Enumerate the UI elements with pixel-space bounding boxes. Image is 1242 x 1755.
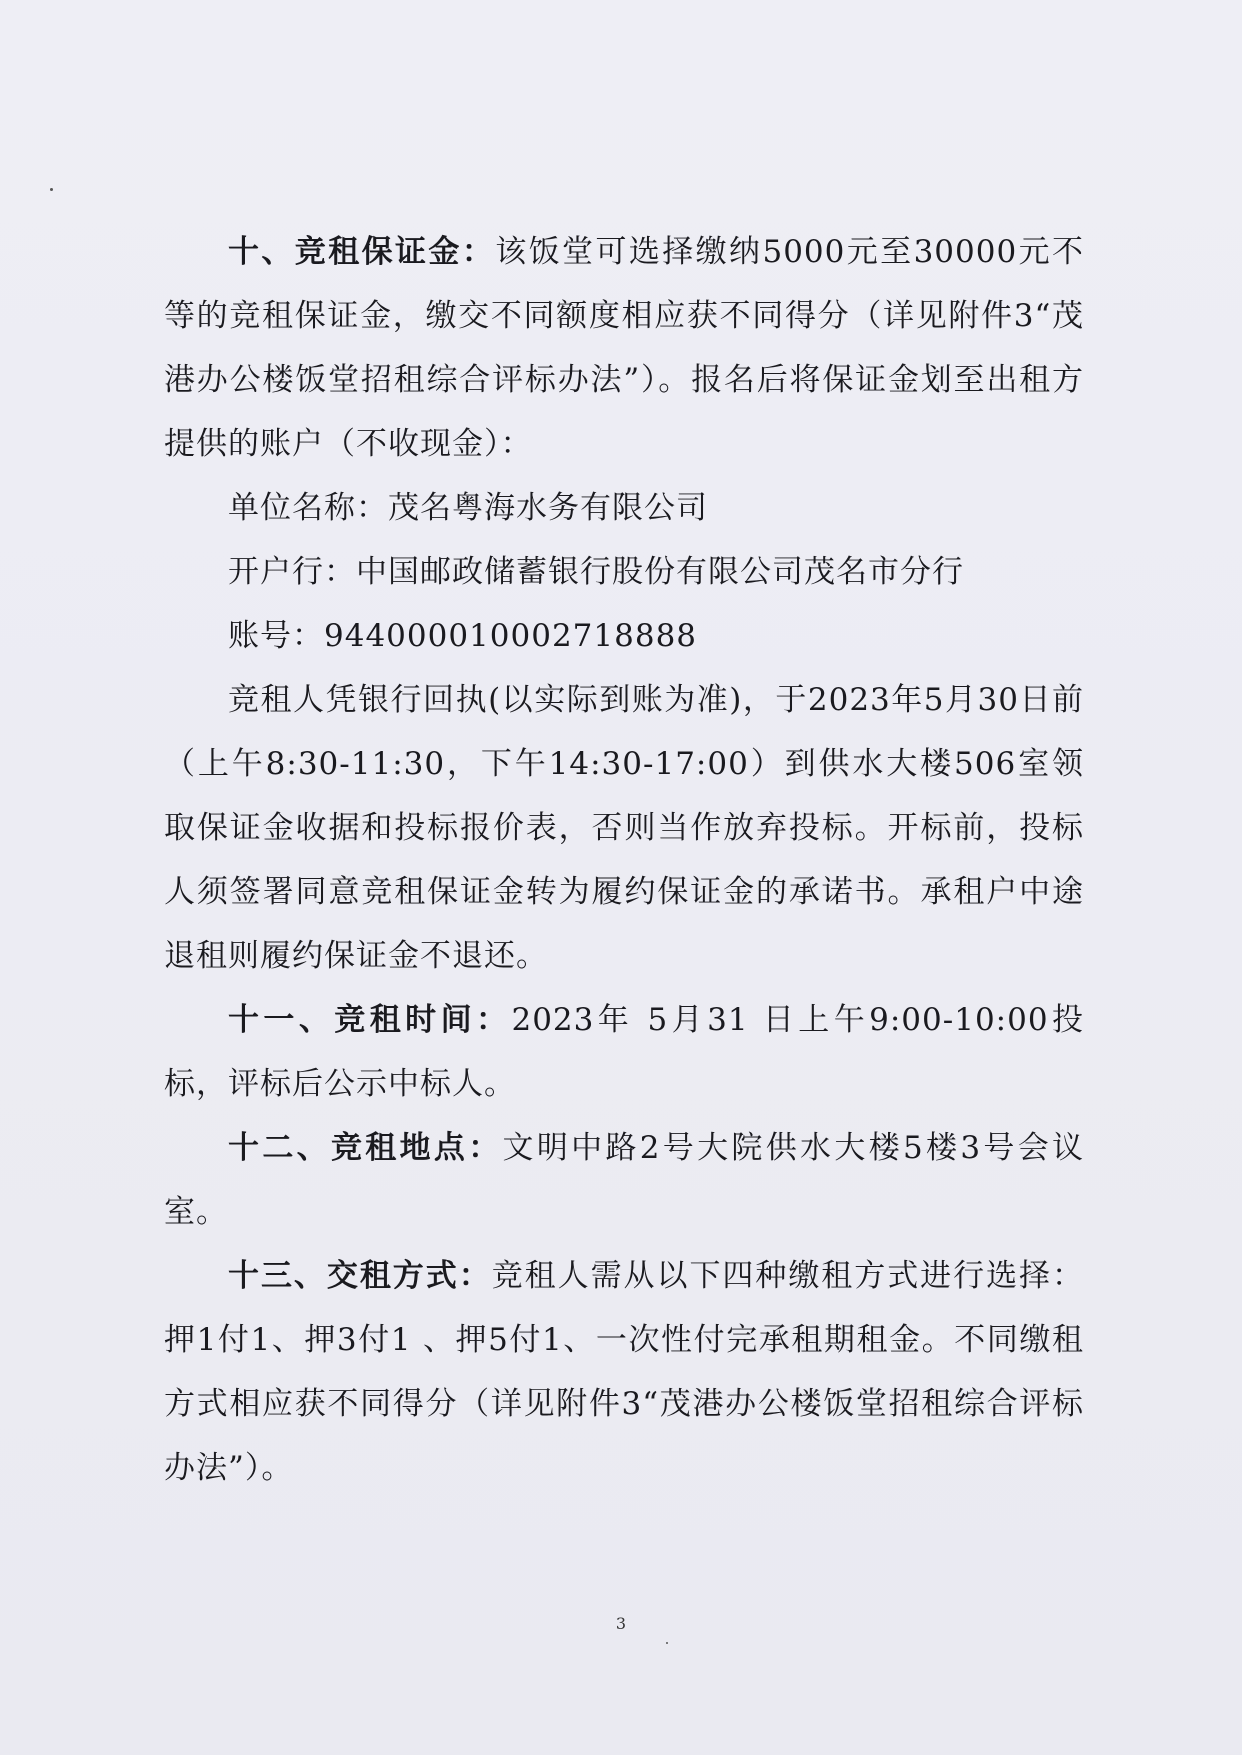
section-12 — [164, 1116, 1084, 1244]
scan-speck — [666, 1642, 668, 1644]
account-bank: 开户行：中国邮政储蓄银行股份有限公司茂名市分行 — [228, 554, 964, 590]
section-11 — [164, 988, 1084, 1116]
page-number: 3 — [615, 1614, 627, 1633]
deposit-note: 竞租人凭银行回执(以实际到账为准)，于2023年5月30日前（上午8:30-11:30，下午14:30-17:00）到供水大楼506室领取保证金收据和投标报价表，否则当作放弃投标。开标前，投标人须签署同意竞租保证金转为履约保证金的承诺书。承租户中途退租则履约保证金不退还。 — [164, 682, 1084, 974]
section-12-text: 文明中路2号大院供水大楼5楼3号会议室。 — [164, 1130, 1085, 1230]
section-12-heading: 十二、竞租地点： — [228, 1130, 503, 1166]
section-11-text: 2023年 5月31 日上午9:00-10:00投标，评标后公示中标人。 — [164, 1002, 1084, 1102]
account-number: 账号：944000010002718888 — [228, 618, 698, 654]
account-unit-name: 单位名称：茂名粤海水务有限公司 — [228, 490, 708, 526]
section-10-text: 该饭堂可选择缴纳5000元至30000元不等的竞租保证金，缴交不同额度相应获不同得分（详见附件3“茂港办公楼饭堂招租综合评标办法”）。报名后将保证金划至出租方提供的账户（不收现金）： — [164, 234, 1084, 462]
section-13-heading: 十三、交租方式： — [228, 1258, 492, 1294]
scan-speck — [50, 188, 53, 191]
section-13-text: 竞租人需从以下四种缴租方式进行选择：押1付1、押3付1 、押5付1、一次性付完承租期租金。不同缴租方式相应获不同得分（详见附件3“茂港办公楼饭堂招租综合评标办法”）。 — [164, 1258, 1085, 1486]
section-10-heading: 十、竞租保证金： — [228, 234, 496, 270]
section-10 — [164, 220, 1084, 476]
section-13 — [164, 1244, 1084, 1500]
section-11-heading: 十一、竞租时间： — [228, 1002, 512, 1038]
document-body — [164, 220, 1084, 1500]
